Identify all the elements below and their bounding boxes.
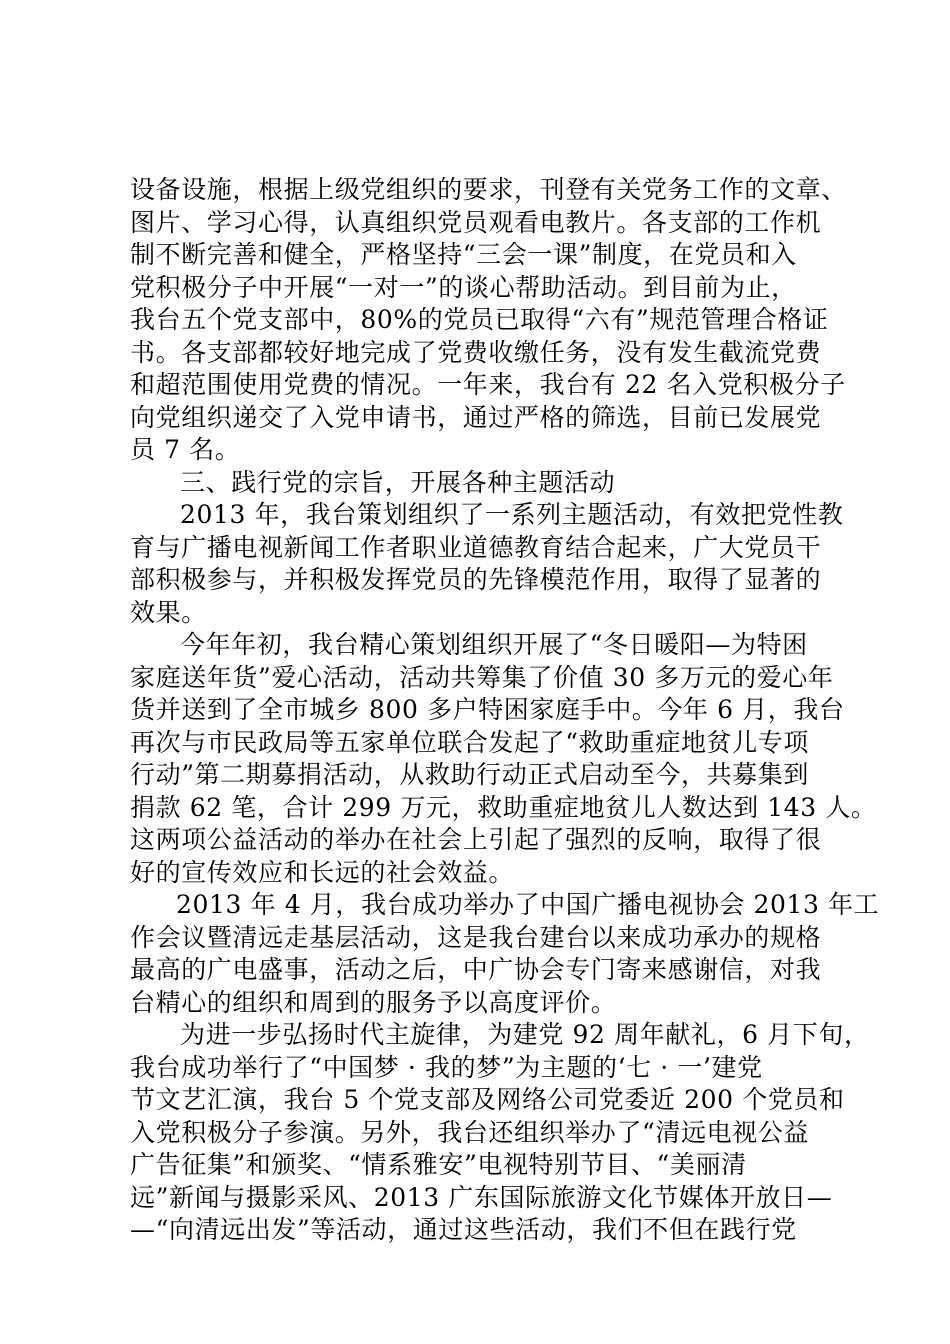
- body-line: 员 7 名。: [130, 435, 241, 464]
- body-line: 为进一步弘扬时代主旋律，为建党 92 周年献礼，6 月下旬，: [180, 1020, 870, 1049]
- body-line: 书。各支部都较好地完成了党费收缴任务，没有发生截流党费: [130, 337, 822, 367]
- body-line: 今年年初，我台精心策划组织开展了“冬日暖阳—为特困: [180, 630, 808, 659]
- body-line: 好的宣传效应和长远的社会效益。: [130, 857, 515, 887]
- document-body: [130, 174, 880, 1247]
- body-line: 台精心的组织和周到的服务予以高度评价。: [130, 987, 617, 1017]
- body-line: 和超范围使用党费的情况。一年来，我台有 22 名入党积极分子: [130, 370, 846, 399]
- body-line: 我台成功举行了“中国梦 · 我的梦”为主题的‘七 · 一’建党: [130, 1052, 763, 1082]
- body-line: 向党组织递交了入党申请书，通过严格的筛选，目前已发展党: [130, 402, 822, 432]
- body-line: 部积极参与，并积极发挥党员的先锋模范作用，取得了显著的: [130, 565, 822, 594]
- body-line: 行动”第二期募捐活动，从救助行动正式启动至今，共募集到: [130, 760, 809, 789]
- body-line: 远”新闻与摄影采风、2013 广东国际旅游文化节媒体开放日—: [130, 1182, 833, 1212]
- body-line: 制不断完善和健全，严格坚持“三会一课”制度，在党员和入: [130, 240, 797, 269]
- body-line: 最高的广电盛事，活动之后，中广协会专门寄来感谢信，对我: [130, 955, 822, 984]
- body-line: 家庭送年货”爱心活动，活动共筹集了价值 30 多万元的爱心年: [130, 662, 834, 692]
- section-heading: 三、践行党的宗旨，开展各种主题活动: [180, 467, 616, 497]
- body-line: 图片、学习心得，认真组织党员观看电教片。各支部的工作机: [130, 207, 822, 237]
- body-line: 作会议暨清远走基层活动，这是我台建台以来成功承办的规格: [130, 922, 822, 952]
- body-line: 节文艺汇演，我台 5 个党支部及网络公司党委近 200 个党员和: [130, 1085, 845, 1114]
- body-line: —“向清远出发”等活动，通过这些活动，我们不但在践行党: [130, 1215, 797, 1244]
- body-line: 党积极分子中开展“一对一”的谈心帮助活动。到目前为止，: [130, 272, 797, 302]
- body-line: 入党积极分子参演。另外，我台还组织举办了“清远电视公益: [130, 1117, 809, 1147]
- body-line: 设备设施，根据上级党组织的要求，刊登有关党务工作的文章、: [130, 175, 847, 204]
- body-line: 捐款 62 笔，合计 299 万元，救助重症地贫儿人数达到 143 人。: [130, 792, 877, 822]
- body-line: 货并送到了全市城乡 800 多户特困家庭手中。今年 6 月，我台: [130, 695, 845, 724]
- body-line: 效果。: [130, 597, 207, 627]
- body-line: 我台五个党支部中，80%的党员已取得“六有”规范管理合格证: [130, 305, 829, 334]
- body-line: 再次与市民政局等五家单位联合发起了“救助重症地贫儿专项: [130, 727, 809, 757]
- body-line: 广告征集”和颁奖、“情系雅安”电视特别节目、“美丽清: [130, 1150, 747, 1179]
- body-line: 育与广播电视新闻工作者职业道德教育结合起来，广大党员干: [130, 532, 822, 562]
- body-line: 这两项公益活动的举办在社会上引起了强烈的反响，取得了很: [130, 825, 822, 854]
- body-line: 2013 年 4 月，我台成功举办了中国广播电视协会 2013 年工: [176, 890, 880, 919]
- body-line: 2013 年，我台策划组织了一系列主题活动，有效把党性教: [180, 500, 844, 529]
